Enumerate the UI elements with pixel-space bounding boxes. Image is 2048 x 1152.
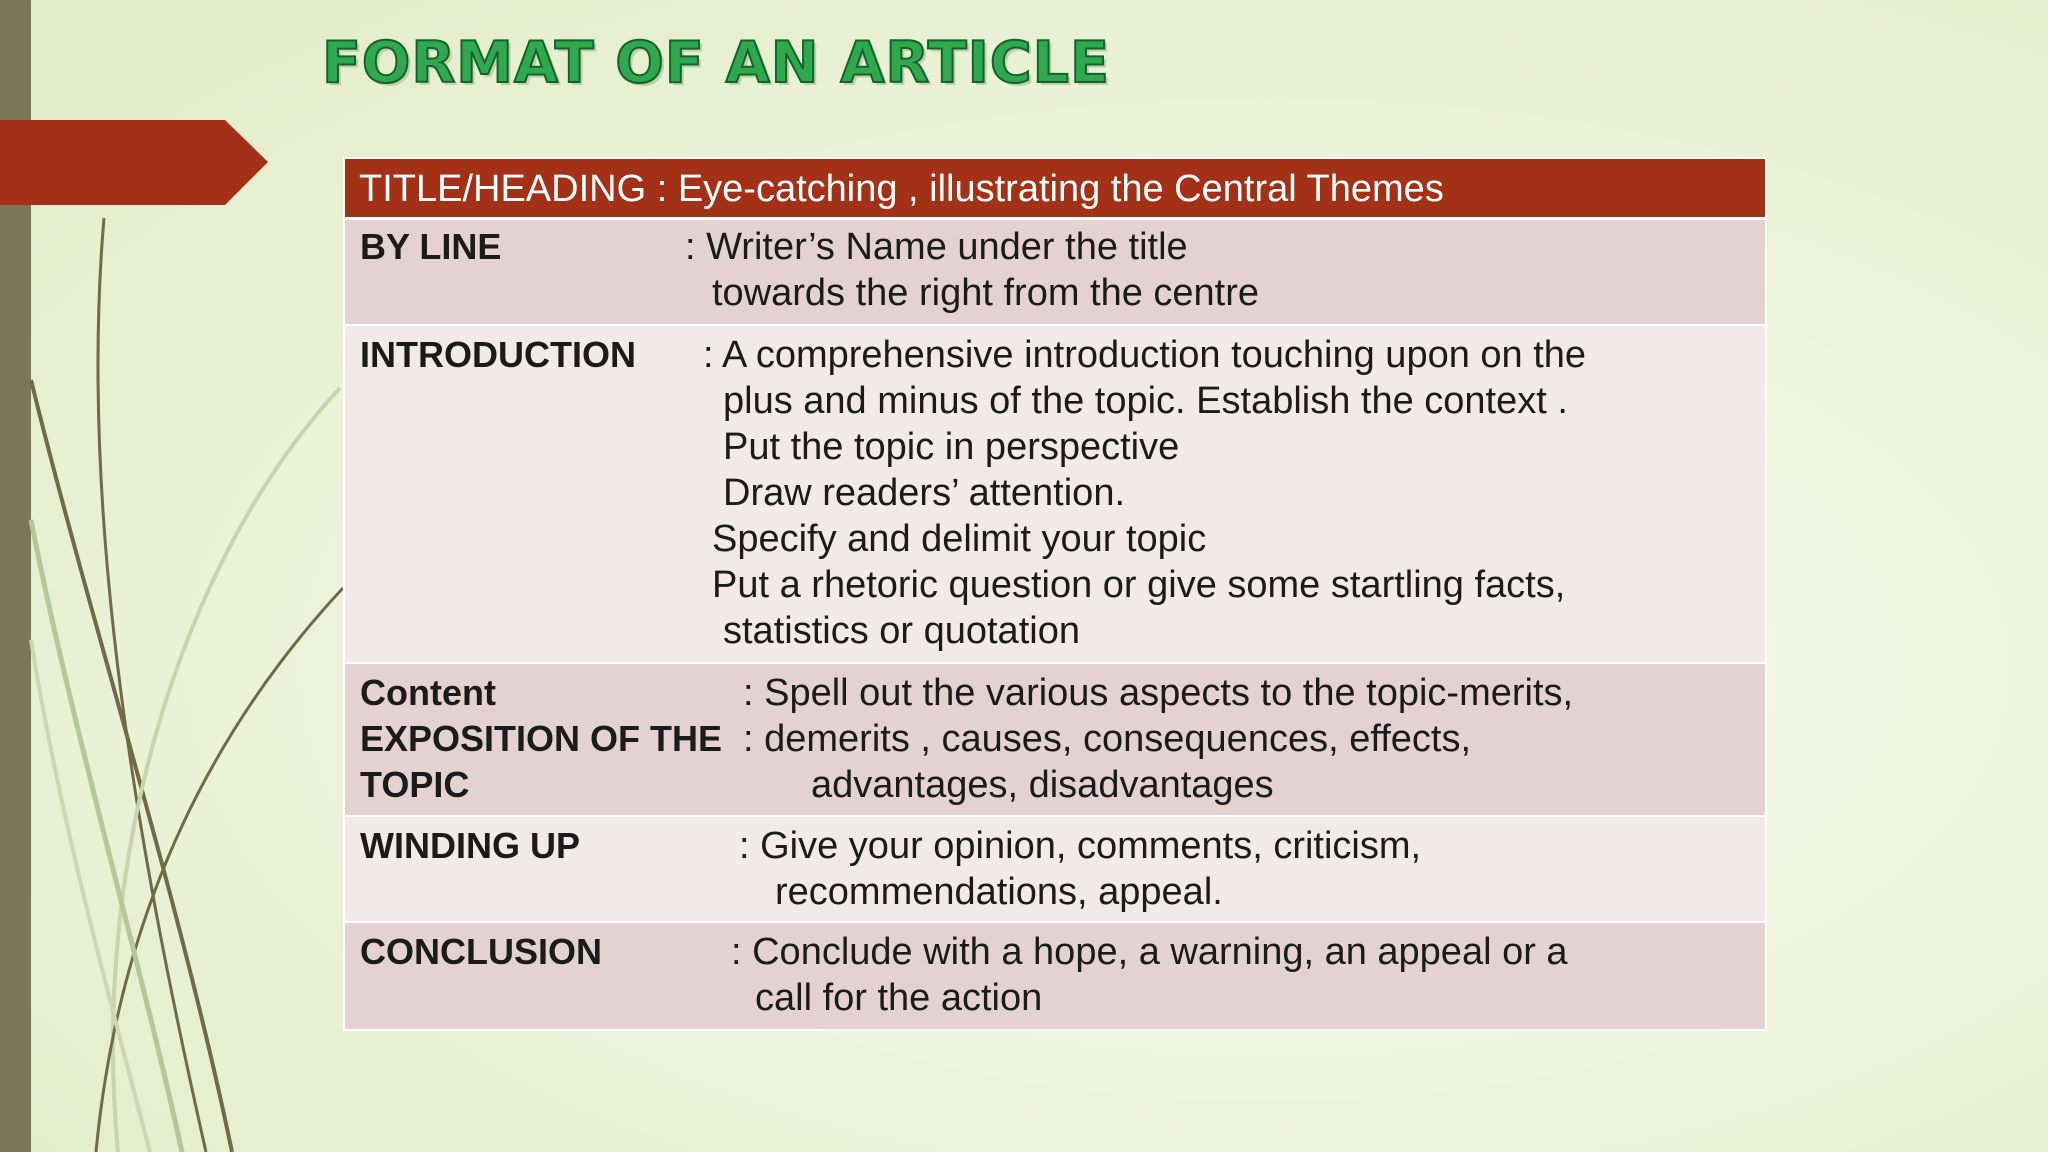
row-label: Content <box>360 672 496 713</box>
row-label: INTRODUCTION <box>360 334 636 375</box>
row-text-line: : Spell out the various aspects to the topic-merits, <box>743 672 1574 714</box>
row-label: EXPOSITION OF THE <box>360 718 723 759</box>
row-text-line: : demerits , causes, consequences, effects, <box>743 718 1472 760</box>
table-header-row: TITLE/HEADING : Eye-catching , illustrating the Central Themes <box>345 159 1765 220</box>
row-text-line: statistics or quotation <box>723 610 1080 652</box>
row-label: CONCLUSION <box>360 931 602 972</box>
row-label: BY LINE <box>360 226 502 267</box>
row-label: WINDING UP <box>360 825 580 866</box>
row-text-line: plus and minus of the topic. Establish the context . <box>723 380 1568 422</box>
row-text-line: : Writer’s Name under the title <box>685 226 1188 268</box>
row-text-line: : Give your opinion, comments, criticism, <box>739 825 1422 867</box>
table-row-conclusion <box>345 923 1765 1029</box>
red-arrow-banner <box>0 120 268 205</box>
table-row-introduction <box>345 326 1765 664</box>
slide-title: FORMAT OF AN ARTICLE <box>322 30 1110 96</box>
table-row-by-line <box>345 220 1765 326</box>
row-text-line: : A comprehensive introduction touching upon on the <box>703 334 1587 376</box>
row-text-line: Put the topic in perspective <box>723 426 1180 468</box>
row-label: TOPIC <box>360 764 470 805</box>
row-text-line: towards the right from the centre <box>712 272 1260 314</box>
row-text-line: Draw readers’ attention. <box>723 472 1126 514</box>
row-text-line: : Conclude with a hope, a warning, an appeal or a <box>731 931 1568 973</box>
row-text-line: Put a rhetoric question or give some startling facts, <box>712 564 1566 606</box>
article-format-table <box>343 157 1767 1031</box>
row-text-line: call for the action <box>755 977 1043 1019</box>
row-text-line: Specify and delimit your topic <box>712 518 1207 560</box>
table-row-winding-up <box>345 817 1765 923</box>
row-text-line: advantages, disadvantages <box>811 764 1274 806</box>
row-text-line: recommendations, appeal. <box>775 871 1223 913</box>
table-row-content <box>345 664 1765 817</box>
